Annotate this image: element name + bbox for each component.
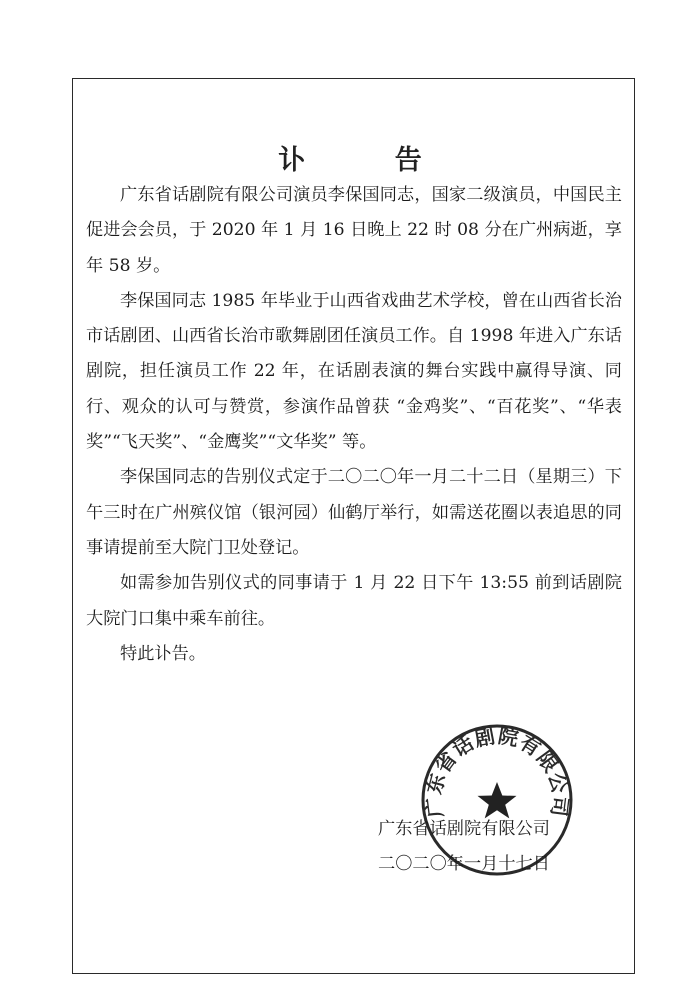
signature-date: 二〇二〇年一月十七日 [378, 854, 550, 874]
paragraph-farewell-ceremony: 李保国同志的告别仪式定于二〇二〇年一月二十二日（星期三）下午三时在广州殡仪馆（银河园）仙鹤厅举行，如需送花圈以表追思的同事请提前至大院门卫处登记。 [86, 467, 622, 558]
notice-body [86, 178, 622, 672]
paragraph-death-announcement: 广东省话剧院有限公司演员李保国同志，国家二级演员，中国民主促进会会员，于 2020 年 1 月 16 日晚上 22 时 08 分在广州病逝，享年 58 岁。 [86, 185, 622, 276]
notice-title: 讣 告 [278, 145, 462, 176]
signature-organization: 广东省话剧院有限公司 [378, 819, 550, 839]
paragraph-closing: 特此讣告。 [120, 643, 206, 664]
paragraph-career: 李保国同志 1985 年毕业于山西省戏曲艺术学校，曾在山西省长治市话剧团、山西省长治市歌舞剧团任演员工作。自 1998 年进入广东话剧院，担任演员工作 22 年，在话剧表演的舞台实践中赢得导演、同行、观众的认可与赞赏，参演作品曾获 “金鸡奖”、“百花奖”、“华表奖”“飞天奖”、“金鹰奖”“文华奖” 等。 [86, 290, 622, 453]
signature-block [378, 812, 550, 882]
seal-text: 广东省话剧院有限公司 [421, 723, 573, 819]
paragraph-transport: 如需参加告别仪式的同事请于 1 月 22 日下午 13:55 前到话剧院大院门口集中乘车前往。 [86, 573, 622, 629]
